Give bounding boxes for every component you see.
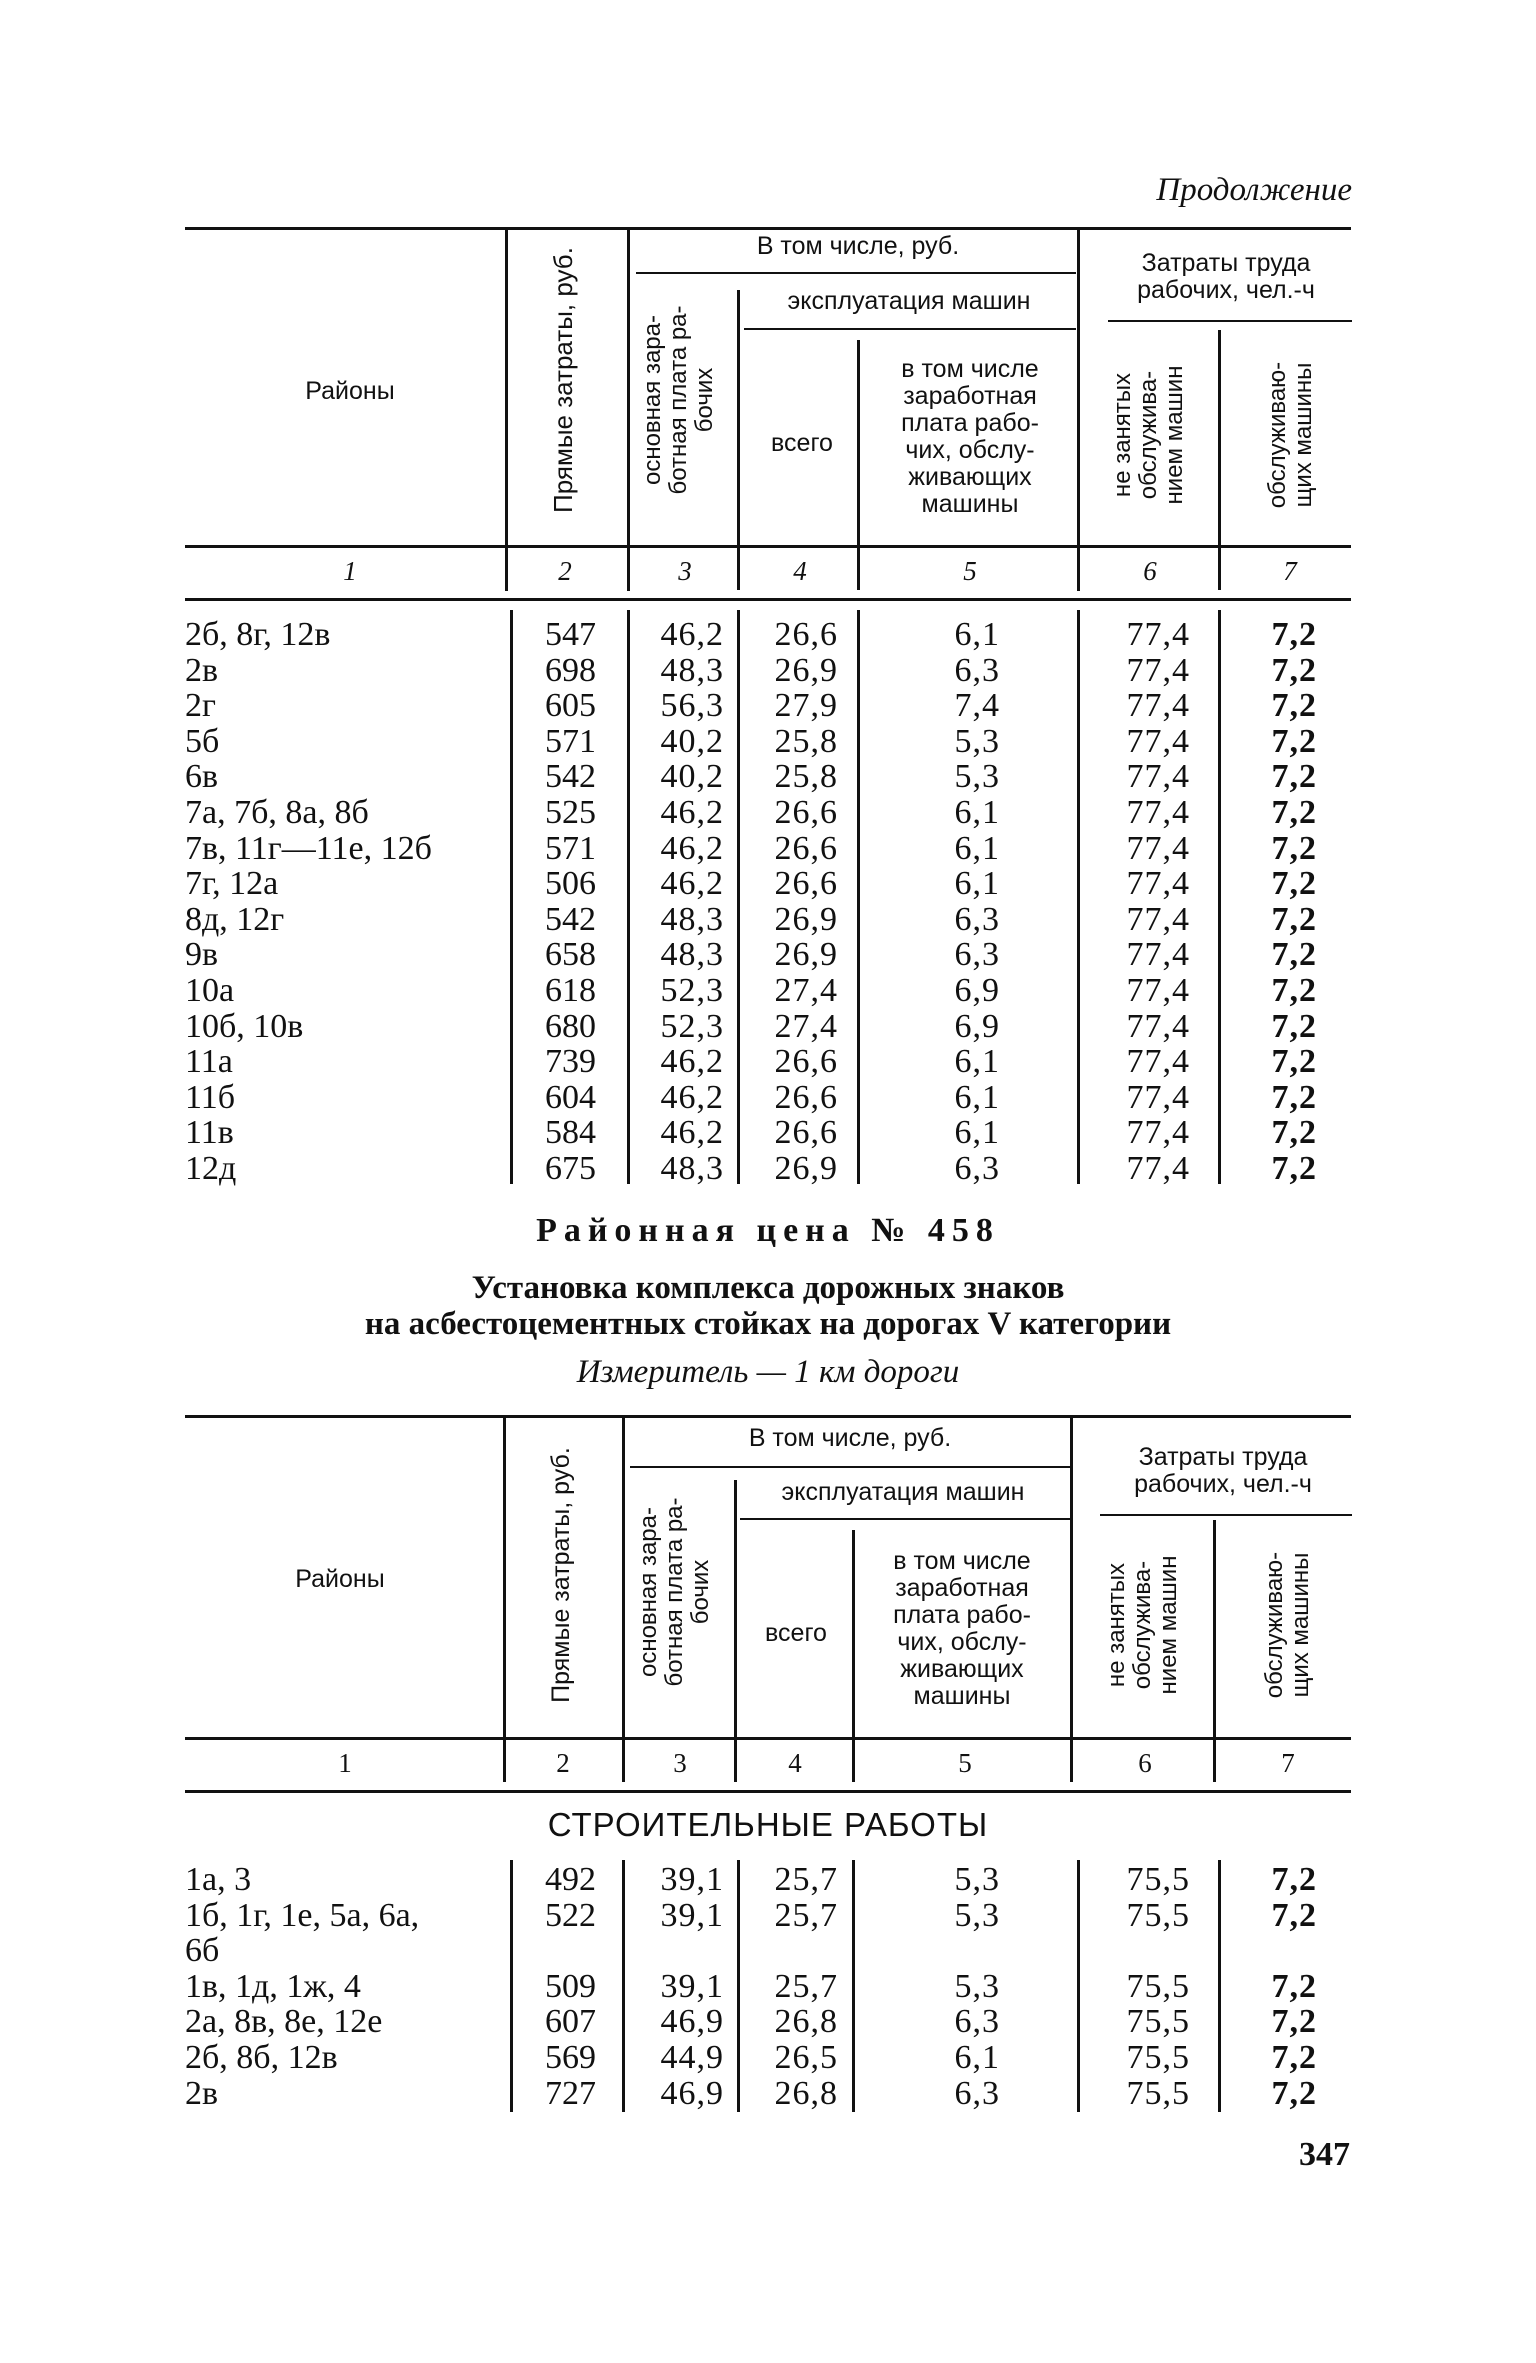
- table-row: [0, 831, 1536, 867]
- base-wage-cell: 48,3: [660, 1149, 724, 1187]
- text-line: не занятых: [1103, 1562, 1130, 1688]
- text-line: Затраты труда: [1138, 1443, 1308, 1471]
- text-line: в том числе: [893, 1547, 1031, 1575]
- rule: [734, 1480, 737, 1782]
- rule: [740, 1518, 1070, 1520]
- column-number: 7: [1283, 556, 1297, 586]
- header-base-wage: [636, 1462, 714, 1722]
- machine-wage-cell: 6,1: [954, 793, 1000, 831]
- machine-wage-cell: 5,3: [954, 1861, 1000, 1898]
- work-title-line2: на асбестоцементных стойках на дорогах V категории: [364, 1306, 1172, 1342]
- region-cell: 7в, 11г—11е, 12б: [185, 829, 432, 867]
- machine-wage-cell: 5,3: [954, 758, 1000, 796]
- header-regions: Районы: [295, 1565, 385, 1593]
- labor-serving-cell: 7,2: [1271, 865, 1317, 903]
- rule: [1100, 1514, 1352, 1516]
- base-wage-cell: 40,2: [660, 722, 724, 760]
- labor-serving-cell: 7,2: [1271, 1043, 1317, 1081]
- direct-cost-cell: 658: [545, 936, 596, 974]
- text-line: щих машины: [1287, 1552, 1314, 1698]
- labor-serving-cell: 7,2: [1271, 2038, 1317, 2076]
- rule: [1218, 330, 1221, 590]
- rule: [852, 1530, 855, 1782]
- labor-not-machine-cell: 77,4: [1126, 722, 1190, 760]
- text-line: заработная: [903, 382, 1037, 410]
- labor-not-machine-cell: 77,4: [1126, 971, 1190, 1009]
- labor-not-machine-cell: 75,5: [1126, 2003, 1190, 2041]
- rule: [1213, 1520, 1216, 1782]
- rule: [1077, 229, 1080, 591]
- labor-serving-cell: 7,2: [1271, 722, 1317, 760]
- labor-serving-cell: 7,2: [1271, 1007, 1317, 1045]
- table-row: [0, 617, 1536, 653]
- page-number: 347: [1299, 2136, 1350, 2173]
- table-row: [0, 2040, 1536, 2076]
- region-cell: 11а: [185, 1043, 233, 1081]
- labor-serving-cell: 7,2: [1271, 793, 1317, 831]
- machine-wage-cell: 6,3: [954, 2003, 1000, 2041]
- labor-not-machine-cell: 77,4: [1126, 687, 1190, 725]
- direct-cost-cell: 698: [545, 651, 596, 689]
- region-cell: 11в: [185, 1114, 234, 1152]
- table1-body: [0, 617, 1536, 1187]
- text-line: Затраты труда: [1141, 249, 1311, 277]
- base-wage-cell: 44,9: [660, 2038, 724, 2076]
- text-line: щих машины: [1290, 362, 1317, 508]
- direct-cost-cell: 492: [545, 1861, 596, 1898]
- rule: [503, 1417, 506, 1782]
- labor-not-machine-cell: 77,4: [1126, 1149, 1190, 1187]
- header-base-wage: [640, 270, 718, 530]
- machine-wage-cell: 6,3: [954, 651, 1000, 689]
- base-wage-cell: 46,9: [660, 2003, 724, 2041]
- labor-serving-cell: 7,2: [1271, 936, 1317, 974]
- base-wage-cell: 46,9: [660, 2074, 724, 2112]
- text-line: в том числе: [901, 355, 1039, 383]
- direct-cost-cell: 605: [545, 687, 596, 725]
- rule: [627, 229, 630, 591]
- machine-total-cell: 26,6: [774, 793, 838, 831]
- machine-total-cell: 26,5: [774, 2038, 838, 2076]
- labor-not-machine-cell: 77,4: [1126, 829, 1190, 867]
- column-number: 6: [1143, 556, 1157, 586]
- column-number: 3: [678, 556, 692, 586]
- machine-wage-cell: 6,1: [954, 1078, 1000, 1116]
- machine-total-cell: 26,9: [774, 900, 838, 938]
- text-line: ботная плата ра-: [665, 305, 692, 495]
- machine-total-cell: 26,9: [774, 651, 838, 689]
- base-wage-cell: 56,3: [660, 687, 724, 725]
- base-wage-cell: 46,2: [660, 1043, 724, 1081]
- labor-serving-cell: 7,2: [1271, 1861, 1317, 1898]
- price-title: Районная цена № 458: [536, 1212, 1000, 1249]
- machine-total-cell: 26,6: [774, 865, 838, 903]
- region-cell: 10а: [185, 971, 235, 1009]
- labor-not-machine-cell: 75,5: [1126, 2038, 1190, 2076]
- header-direct-costs: Прямые затраты, руб.: [547, 1447, 575, 1703]
- rule: [744, 328, 1076, 330]
- direct-cost-cell: 571: [545, 722, 596, 760]
- machine-wage-cell: 6,3: [954, 2074, 1000, 2112]
- direct-cost-cell: 522: [545, 1896, 596, 1934]
- rule: [857, 340, 860, 590]
- header-not-machine: [1110, 335, 1188, 535]
- labor-not-machine-cell: 77,4: [1126, 758, 1190, 796]
- labor-not-machine-cell: 77,4: [1126, 651, 1190, 689]
- header-serving-machines: [1262, 1525, 1314, 1725]
- direct-cost-cell: 604: [545, 1078, 596, 1116]
- base-wage-cell: 52,3: [660, 1007, 724, 1045]
- base-wage-cell: 46,2: [660, 865, 724, 903]
- text-line: машины: [921, 490, 1019, 518]
- labor-not-machine-cell: 77,4: [1126, 1078, 1190, 1116]
- table-row: [0, 902, 1536, 938]
- text-line: машины: [913, 1682, 1011, 1710]
- labor-not-machine-cell: 77,4: [1126, 1007, 1190, 1045]
- machine-total-cell: 25,7: [774, 1861, 838, 1898]
- column-number: 1: [343, 556, 357, 586]
- column-number: 3: [673, 1748, 687, 1778]
- text-line: рабочих, чел.-ч: [1137, 276, 1315, 304]
- text-line: чих, обслу-: [897, 1628, 1027, 1656]
- region-cell: 2а, 8в, 8е, 12е: [185, 2003, 383, 2041]
- text-line: нием машин: [1161, 365, 1188, 505]
- direct-cost-cell: 607: [545, 2003, 596, 2041]
- machine-wage-cell: 6,1: [954, 2038, 1000, 2076]
- table-row: [0, 1862, 1536, 1898]
- base-wage-cell: 48,3: [660, 900, 724, 938]
- machine-total-cell: 26,9: [774, 1149, 838, 1187]
- labor-serving-cell: 7,2: [1271, 1149, 1317, 1187]
- direct-cost-cell: 509: [545, 1967, 596, 2005]
- table-row: [0, 2004, 1536, 2040]
- rule: [185, 545, 1351, 548]
- table-row: [0, 866, 1536, 902]
- labor-serving-cell: 7,2: [1271, 900, 1317, 938]
- region-cell: 7а, 7б, 8а, 8б: [185, 793, 369, 831]
- table2-body: [0, 1862, 1536, 2111]
- table-row: [0, 1115, 1536, 1151]
- column-number: 6: [1138, 1748, 1152, 1778]
- base-wage-cell: 39,1: [660, 1861, 724, 1898]
- region-cell: 7г, 12а: [185, 865, 279, 903]
- labor-serving-cell: 7,2: [1271, 616, 1317, 653]
- text-line: рабочих, чел.-ч: [1134, 1470, 1312, 1498]
- table-row: [0, 653, 1536, 689]
- labor-serving-cell: 7,2: [1271, 829, 1317, 867]
- labor-not-machine-cell: 77,4: [1126, 900, 1190, 938]
- text-line: обслуживаю-: [1261, 1551, 1288, 1699]
- table-row: [0, 1044, 1536, 1080]
- machine-wage-cell: 6,1: [954, 1114, 1000, 1152]
- column-number: 5: [963, 556, 977, 586]
- machine-total-cell: 25,8: [774, 722, 838, 760]
- region-cell: 1а, 3: [185, 1861, 252, 1898]
- direct-cost-cell: 506: [545, 865, 596, 903]
- region-cell: 11б: [185, 1078, 236, 1116]
- direct-cost-cell: 584: [545, 1114, 596, 1152]
- machine-total-cell: 25,7: [774, 1896, 838, 1934]
- machine-total-cell: 26,9: [774, 936, 838, 974]
- machine-total-cell: 27,4: [774, 971, 838, 1009]
- table-row: [0, 1151, 1536, 1187]
- column-number: 1: [338, 1748, 352, 1778]
- region-cell: 2г: [185, 687, 216, 725]
- header-including-rub: В том числе, руб.: [756, 232, 960, 260]
- text-line: основная зара-: [639, 315, 666, 486]
- region-cell: 1б, 1г, 1е, 5а, 6а,: [185, 1896, 420, 1934]
- measure-unit: Измеритель — 1 км дороги: [576, 1354, 960, 1390]
- machine-wage-cell: 6,3: [954, 936, 1000, 974]
- machine-wage-cell: 7,4: [954, 687, 1000, 725]
- labor-not-machine-cell: 75,5: [1126, 1861, 1190, 1898]
- labor-serving-cell: 7,2: [1271, 1114, 1317, 1152]
- machine-total-cell: 26,8: [774, 2074, 838, 2112]
- labor-not-machine-cell: 77,4: [1126, 616, 1190, 653]
- column-number: 7: [1281, 1748, 1295, 1778]
- text-line: плата рабо-: [893, 1601, 1031, 1629]
- text-line: ботная плата ра-: [661, 1497, 688, 1687]
- region-cell: 5б: [185, 722, 220, 760]
- labor-serving-cell: 7,2: [1271, 1078, 1317, 1116]
- machine-total-cell: 25,7: [774, 1967, 838, 2005]
- column-number: 4: [788, 1748, 802, 1778]
- region-cell: 10б, 10в: [185, 1007, 304, 1045]
- base-wage-cell: 46,2: [660, 1078, 724, 1116]
- machine-wage-cell: 5,3: [954, 1967, 1000, 2005]
- machine-total-cell: 25,8: [774, 758, 838, 796]
- text-line: бочих: [691, 367, 718, 433]
- rule: [1108, 320, 1352, 322]
- direct-cost-cell: 675: [545, 1149, 596, 1187]
- direct-cost-cell: 542: [545, 758, 596, 796]
- machine-wage-cell: 6,3: [954, 900, 1000, 938]
- machine-wage-cell: 5,3: [954, 1896, 1000, 1934]
- labor-not-machine-cell: 75,5: [1126, 2074, 1190, 2112]
- column-number: 2: [556, 1748, 570, 1778]
- region-cell: 9в: [185, 936, 219, 974]
- rule: [622, 1417, 625, 1782]
- base-wage-cell: 40,2: [660, 758, 724, 796]
- table-row: [0, 2076, 1536, 2112]
- direct-cost-cell: 727: [545, 2074, 596, 2112]
- text-line: обслужива-: [1135, 370, 1162, 500]
- machine-wage-cell: 6,1: [954, 1043, 1000, 1081]
- labor-not-machine-cell: 77,4: [1126, 1043, 1190, 1081]
- section-title: СТРОИТЕЛЬНЫЕ РАБОТЫ: [547, 1806, 989, 1843]
- text-line: заработная: [895, 1574, 1029, 1602]
- table-row: [0, 759, 1536, 795]
- base-wage-cell: 48,3: [660, 651, 724, 689]
- rule: [185, 598, 1351, 601]
- machine-wage-cell: 6,1: [954, 616, 1000, 653]
- text-line: живающих: [908, 463, 1032, 491]
- labor-serving-cell: 7,2: [1271, 1896, 1317, 1934]
- machine-total-cell: 27,9: [774, 687, 838, 725]
- table-row: [0, 1009, 1536, 1045]
- labor-serving-cell: 7,2: [1271, 687, 1317, 725]
- region-cell: 1в, 1д, 1ж, 4: [185, 1967, 361, 2005]
- table-row: [0, 937, 1536, 973]
- header-machine-operation: эксплуатация машин: [781, 1478, 1025, 1506]
- text-line: обслуживаю-: [1264, 361, 1291, 509]
- machine-total-cell: 26,6: [774, 1043, 838, 1081]
- rule: [185, 1737, 1351, 1740]
- header-labor-costs: [1094, 1444, 1352, 1498]
- direct-cost-cell: 525: [545, 793, 596, 831]
- header-not-machine: [1104, 1525, 1182, 1725]
- machine-total-cell: 26,6: [774, 829, 838, 867]
- machine-wage-cell: 6,1: [954, 829, 1000, 867]
- machine-wage-cell: 5,3: [954, 722, 1000, 760]
- labor-serving-cell: 7,2: [1271, 1967, 1317, 2005]
- labor-not-machine-cell: 77,4: [1126, 793, 1190, 831]
- text-line: основная зара-: [635, 1507, 662, 1678]
- region-cell: 6б: [185, 1932, 220, 1970]
- direct-cost-cell: 571: [545, 829, 596, 867]
- header-total: всего: [771, 429, 833, 457]
- header-serving-machines: [1265, 335, 1317, 535]
- header-total: всего: [765, 1619, 827, 1647]
- direct-cost-cell: 618: [545, 971, 596, 1009]
- labor-not-machine-cell: 75,5: [1126, 1896, 1190, 1934]
- labor-not-machine-cell: 75,5: [1126, 1967, 1190, 2005]
- region-cell: 2б, 8г, 12в: [185, 616, 331, 653]
- machine-total-cell: 26,6: [774, 616, 838, 653]
- header-machine-operation: эксплуатация машин: [787, 287, 1031, 315]
- direct-cost-cell: 547: [545, 616, 596, 653]
- column-number: 4: [793, 556, 807, 586]
- work-title-line1: Установка комплекса дорожных знаков: [471, 1270, 1065, 1306]
- header-labor-costs: [1100, 250, 1352, 304]
- page-label: Продолжение: [1156, 172, 1352, 208]
- machine-wage-cell: 6,9: [954, 971, 1000, 1009]
- table-row: [0, 1080, 1536, 1116]
- region-cell: 2в: [185, 2074, 219, 2112]
- labor-not-machine-cell: 77,4: [1126, 936, 1190, 974]
- text-line: чих, обслу-: [905, 436, 1035, 464]
- text-line: живающих: [900, 1655, 1024, 1683]
- region-cell: 2в: [185, 651, 219, 689]
- machine-wage-cell: 6,9: [954, 1007, 1000, 1045]
- table-row: [0, 688, 1536, 724]
- direct-cost-cell: 542: [545, 900, 596, 938]
- labor-serving-cell: 7,2: [1271, 2074, 1317, 2112]
- base-wage-cell: 48,3: [660, 936, 724, 974]
- base-wage-cell: 46,2: [660, 1114, 724, 1152]
- text-line: бочих: [687, 1559, 714, 1625]
- machine-total-cell: 26,6: [774, 1114, 838, 1152]
- region-cell: 12д: [185, 1149, 237, 1187]
- base-wage-cell: 39,1: [660, 1967, 724, 2005]
- header-regions: Районы: [305, 377, 395, 405]
- table-row: [0, 724, 1536, 760]
- text-line: плата рабо-: [901, 409, 1039, 437]
- machine-wage-cell: 6,3: [954, 1149, 1000, 1187]
- labor-serving-cell: 7,2: [1271, 2003, 1317, 2041]
- region-cell: 2б, 8б, 12в: [185, 2038, 338, 2076]
- labor-not-machine-cell: 77,4: [1126, 1114, 1190, 1152]
- rule: [1070, 1417, 1073, 1782]
- labor-not-machine-cell: 77,4: [1126, 865, 1190, 903]
- text-line: обслужива-: [1129, 1560, 1156, 1690]
- rule: [185, 227, 1351, 230]
- column-number: 5: [958, 1748, 972, 1778]
- region-cell: 6в: [185, 758, 219, 796]
- region-cell: 8д, 12г: [185, 900, 285, 938]
- table-row: [0, 795, 1536, 831]
- text-line: нием машин: [1155, 1555, 1182, 1695]
- labor-serving-cell: 7,2: [1271, 651, 1317, 689]
- header-machine-wage: [862, 1548, 1062, 1710]
- header-direct-costs: Прямые затраты, руб.: [548, 247, 578, 513]
- base-wage-cell: 46,2: [660, 616, 724, 653]
- table-row: [0, 1969, 1536, 2005]
- header-machine-wage: [870, 356, 1070, 518]
- base-wage-cell: 52,3: [660, 971, 724, 1009]
- direct-cost-cell: 569: [545, 2038, 596, 2076]
- text-line: не занятых: [1109, 372, 1136, 498]
- machine-total-cell: 26,8: [774, 2003, 838, 2041]
- base-wage-cell: 39,1: [660, 1896, 724, 1934]
- column-number: 2: [558, 556, 572, 586]
- machine-total-cell: 27,4: [774, 1007, 838, 1045]
- rule: [185, 1790, 1351, 1793]
- table-row: [0, 973, 1536, 1009]
- direct-cost-cell: 739: [545, 1043, 596, 1081]
- rule: [505, 229, 508, 591]
- labor-serving-cell: 7,2: [1271, 758, 1317, 796]
- table-row: [0, 1898, 1536, 1934]
- rule: [737, 290, 740, 590]
- header-including-rub: В том числе, руб.: [748, 1424, 952, 1452]
- base-wage-cell: 46,2: [660, 793, 724, 831]
- direct-cost-cell: 680: [545, 1007, 596, 1045]
- machine-total-cell: 26,6: [774, 1078, 838, 1116]
- rule: [185, 1415, 1351, 1418]
- base-wage-cell: 46,2: [660, 829, 724, 867]
- labor-serving-cell: 7,2: [1271, 971, 1317, 1009]
- machine-wage-cell: 6,1: [954, 865, 1000, 903]
- table-row: [0, 1933, 1536, 1969]
